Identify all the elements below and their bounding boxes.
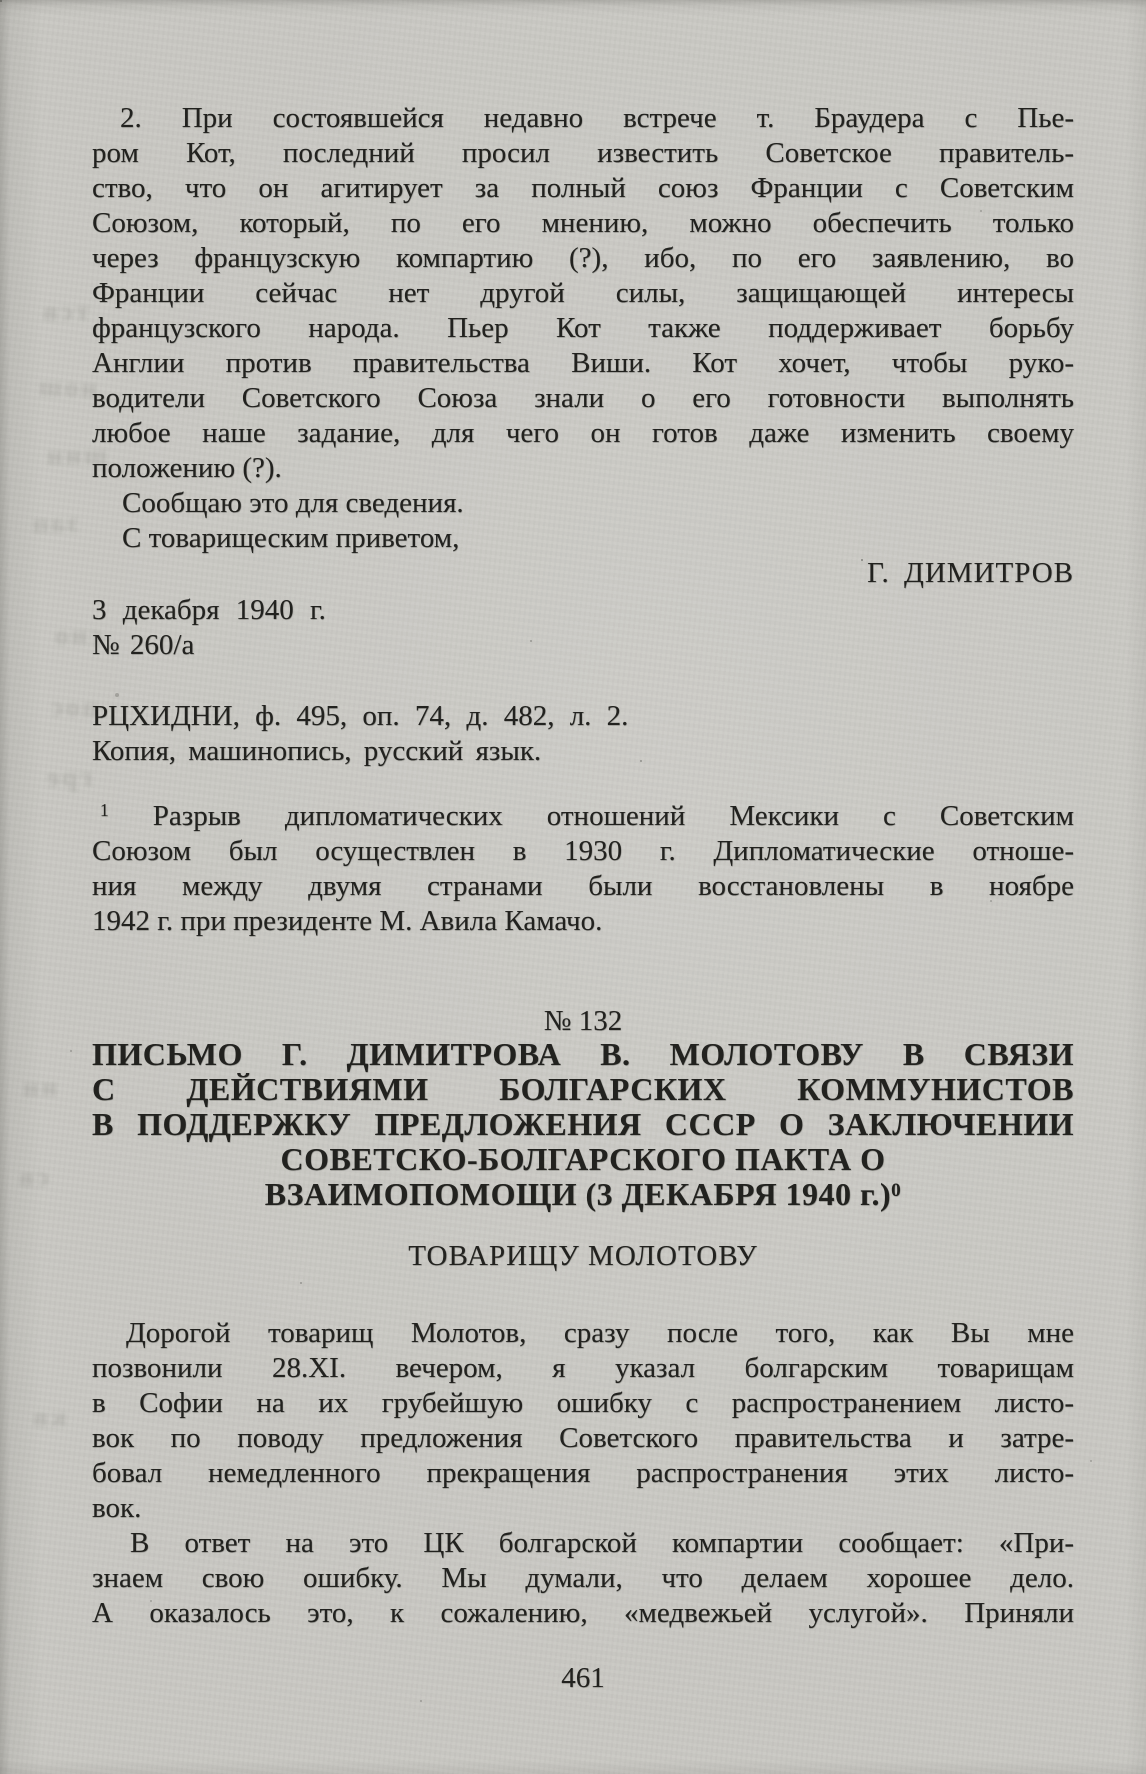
bleedthrough-ghost: кв: [29, 1401, 67, 1433]
paragraph-line: французского народа. Пьер Кот также поддерживает борьбу: [92, 312, 1074, 344]
doc132-title: [92, 1037, 1074, 1212]
bleedthrough-ghost: тсв: [39, 295, 90, 327]
title-line: [92, 1177, 1074, 1212]
bleedthrough-ghost: пос: [47, 691, 99, 723]
title-line: С ДЕЙСТВИЯМИ БОЛГАРСКИХ КОММУНИСТОВ: [92, 1071, 1074, 1107]
footnote-marker: 1: [100, 800, 109, 820]
closing-line: С товарищеским приветом,: [122, 522, 460, 554]
body-line: вок.: [92, 1492, 142, 1524]
number-line: № 260/а: [92, 629, 195, 661]
bleedthrough-ghost: сно: [51, 619, 103, 651]
title-line: СОВЕТСКО-БОЛГАРСКОГО ПАКТА О: [280, 1141, 886, 1177]
doc131-date-number: [92, 593, 1074, 663]
paragraph-line: Франции сейчас нет другой силы, защищающей интересы: [92, 277, 1074, 309]
body-line: в Софии на их грубейшую ошибку с распространением листо-: [92, 1387, 1074, 1419]
bleedthrough-ghost: зап: [29, 507, 80, 539]
body-line: позвонили 28.XI. вечером, я указал болгарским товарищам: [92, 1352, 1074, 1384]
paragraph-line: Союзом, который, по его мнению, можно обеспечить только: [92, 207, 1074, 239]
paragraph-line: положению (?).: [92, 452, 282, 484]
bleedthrough-ghost: ин: [19, 1071, 58, 1103]
bleedthrough-ghost: гре: [43, 761, 93, 793]
title-superscript: 0: [891, 1180, 902, 1201]
body-line: вок по поводу предложения Советского правительства и затре-: [92, 1422, 1074, 1454]
paragraph-line: ром Кот, последний просил известить Советское правитель-: [92, 137, 1074, 169]
body-line: А оказалось это, к сожалению, «медвежьей услугой». Приняли: [92, 1597, 1074, 1629]
bleedthrough-ghost: нош: [35, 370, 98, 404]
bleedthrough-ghost: св: [15, 1161, 50, 1193]
type-line: Копия, машинопись, русский язык.: [92, 735, 542, 767]
paragraph-line: через французскую компартию (?), ибо, по его заявлению, во: [92, 242, 1074, 274]
body-line: знаем свою ошибку. Мы думали, что делаем хорошее дело.: [92, 1562, 1074, 1594]
archive-line: РЦХИДНИ, ф. 495, оп. 74, д. 482, л. 2.: [92, 700, 629, 732]
footnote-line: [92, 799, 1074, 834]
title-text: ВЗАИМОПОМОЩИ (3 ДЕКАБРЯ 1940 г.): [264, 1176, 892, 1212]
footnote-text: Разрыв дипломатических отношений Мексики с Советским: [152, 800, 1075, 832]
paragraph-line: любое наше задание, для чего он готов даже изменить своему: [92, 417, 1074, 449]
paragraph-line: водители Советского Союза знали о его готовности выполнять: [92, 382, 1074, 414]
doc131-archive-reference: [92, 699, 1074, 769]
paragraph-line: 2. При состоявшейся недавно встрече т. Браудера с Пье-: [120, 102, 1074, 134]
footnote-line: Союзом был осуществлен в 1930 г. Дипломатические отноше-: [92, 835, 1074, 867]
body-line: Дорогой товарищ Молотов, сразу после того, как Вы мне: [126, 1317, 1074, 1349]
closing-line: Сообщаю это для сведения.: [122, 487, 464, 519]
doc132-body: [92, 1316, 1074, 1631]
paragraph-line: ство, что он агитирует за полный союз Франции с Советским: [92, 172, 1074, 204]
footnote-line: 1942 г. при президенте М. Авила Камачо.: [92, 905, 603, 937]
doc131-footnote: [92, 799, 1074, 939]
page-number: 461: [561, 1662, 605, 1694]
paragraph-line: Англии против правительства Виши. Кот хочет, чтобы руко-: [92, 347, 1074, 379]
doc132-number-heading: № 132: [543, 1005, 623, 1037]
doc131-closing: [92, 486, 1074, 556]
bleedthrough-ghost: шин: [43, 439, 108, 471]
doc131-signature: Г. ДИМИТРОВ: [867, 557, 1074, 589]
body-line: В ответ на это ЦК болгарской компартии сообщает: «При-: [130, 1527, 1074, 1559]
body-line: бовал немедленного прекращения распространения этих листо-: [92, 1457, 1074, 1489]
footnote-line: ния между двумя странами были восстановлены в ноябре: [92, 870, 1074, 902]
doc131-paragraph: [92, 101, 1074, 486]
date-line: 3 декабря 1940 г.: [92, 594, 326, 626]
title-line: В ПОДДЕРЖКУ ПРЕДЛОЖЕНИЯ СССР О ЗАКЛЮЧЕНИИ: [92, 1106, 1074, 1142]
title-line: ПИСЬМО Г. ДИМИТРОВА В. МОЛОТОВУ В СВЯЗИ: [92, 1036, 1074, 1072]
doc132-salutation: ТОВАРИЩУ МОЛОТОВУ: [408, 1240, 758, 1272]
scan-speckles: [0, 0, 2, 2]
